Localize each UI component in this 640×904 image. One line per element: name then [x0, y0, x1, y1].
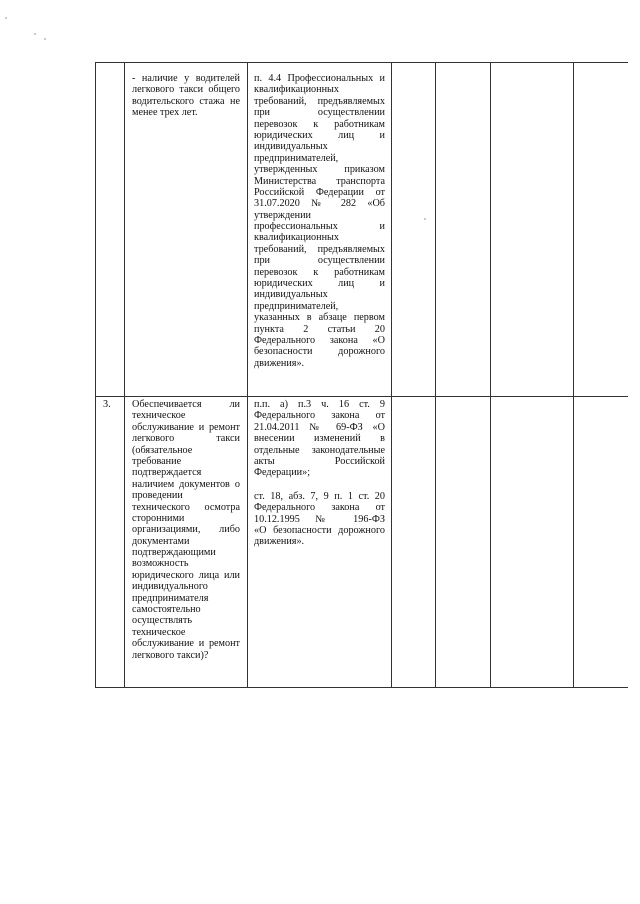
text-line: обслуживание и ремонт [132, 421, 240, 433]
text-line: 10.12.1995 № 196-ФЗ [254, 513, 385, 525]
scan-speck [424, 218, 426, 220]
text-line: технического осмотра [132, 501, 240, 513]
text-line: пункта 2 статьи 20 [254, 323, 385, 335]
text-line: требований, предъявляемых [254, 95, 385, 107]
text-line: юридического лица или [132, 569, 240, 581]
column-border [124, 62, 125, 688]
text-line: перевозок к работникам [254, 266, 385, 278]
text-line: Федерального закона от [254, 410, 385, 422]
column-border [247, 62, 248, 688]
scan-speck [5, 17, 7, 19]
text-line: требование [132, 455, 182, 467]
text-line: при осуществлении [254, 107, 385, 119]
text-line: внесении изменений в [254, 433, 385, 445]
text-line: предпринимателя [132, 592, 209, 604]
text-line: осуществлять [132, 615, 192, 627]
legal-basis-text [254, 399, 385, 548]
text-line: индивидуального [132, 581, 208, 593]
text-line: индивидуальных [254, 141, 328, 153]
text-line: юридических лиц и [254, 278, 385, 290]
text-line: п.п. а) п.3 ч. 16 ст. 9 [254, 399, 385, 410]
text-line: юридических лиц и [254, 129, 385, 141]
text-line: сторонними [132, 512, 185, 524]
text-line: Министерства транспорта [254, 175, 385, 187]
text-line: наличием документов о [132, 478, 240, 490]
text-line: возможность [132, 558, 189, 570]
text-line: 31.07.2020 № 282 «Об [254, 198, 385, 210]
text-line: легкового такси общего [132, 84, 240, 96]
row-number: 3. [103, 399, 111, 410]
text-line: Федерации»; [254, 467, 311, 479]
text-line: предпринимателей, [254, 300, 339, 312]
text-line: обслуживание и ремонт [132, 638, 240, 650]
text-line: подтверждающими [132, 547, 216, 559]
text-line: Федерального закона «О [254, 334, 385, 346]
text-line: п. 4.4 Профессиональных и [254, 73, 385, 84]
text-line: профессиональных и [254, 221, 385, 233]
column-border [490, 62, 491, 688]
text-line: Обеспечивается ли [132, 399, 240, 410]
text-line: самостоятельно [132, 604, 201, 616]
column-border [95, 62, 96, 688]
text-line: документами [132, 535, 190, 547]
text-line: движения». [254, 536, 305, 548]
blank-line [254, 479, 385, 491]
text-line: движения». [254, 357, 305, 369]
text-line: «О безопасности дорожного [254, 524, 385, 536]
table-bottom-border [95, 687, 628, 688]
text-line: индивидуальных [254, 289, 328, 301]
text-line: техническое [132, 410, 186, 422]
scan-speck [44, 38, 46, 40]
text-line: утвержденных приказом [254, 164, 385, 176]
text-line: менее трех лет. [132, 107, 198, 119]
text-line: предпринимателей, [254, 152, 339, 164]
text-line: отдельные законодательные [254, 444, 385, 456]
legal-basis-text [254, 73, 385, 369]
text-line: техническое [132, 626, 186, 638]
column-border [573, 62, 574, 688]
text-line: ст. 18, абз. 7, 9 п. 1 ст. 20 [254, 490, 385, 502]
text-line: проведении [132, 490, 183, 502]
requirement-text [132, 399, 240, 661]
text-line: требований, предъявляемых [254, 243, 385, 255]
text-line: организациями, либо [132, 524, 240, 536]
text-line: Российской Федерации от [254, 186, 385, 198]
text-line: указанных в абзаце первом [254, 312, 385, 324]
column-border [391, 62, 392, 688]
text-line: подтверждается [132, 467, 202, 479]
requirement-text [132, 73, 240, 119]
text-line: Федерального закона от [254, 502, 385, 514]
text-line: квалификационных [254, 232, 339, 244]
text-line: легкового такси)? [132, 649, 209, 661]
text-line: безопасности дорожного [254, 346, 385, 358]
text-line: 21.04.2011 № 69-ФЗ «О [254, 421, 385, 433]
text-line: водительского стажа не [132, 95, 240, 107]
table-top-border [95, 62, 628, 63]
text-line: - наличие у водителей [132, 73, 240, 84]
text-line: легкового такси [132, 433, 240, 445]
row-divider [95, 396, 628, 397]
scan-speck [34, 33, 36, 35]
text-line: (обязательное [132, 444, 193, 456]
column-border [435, 62, 436, 688]
text-line: перевозок к работникам [254, 118, 385, 130]
text-line: акты Российской [254, 455, 385, 467]
text-line: при осуществлении [254, 255, 385, 267]
text-line: утверждении [254, 209, 312, 221]
text-line: квалификационных [254, 84, 339, 96]
